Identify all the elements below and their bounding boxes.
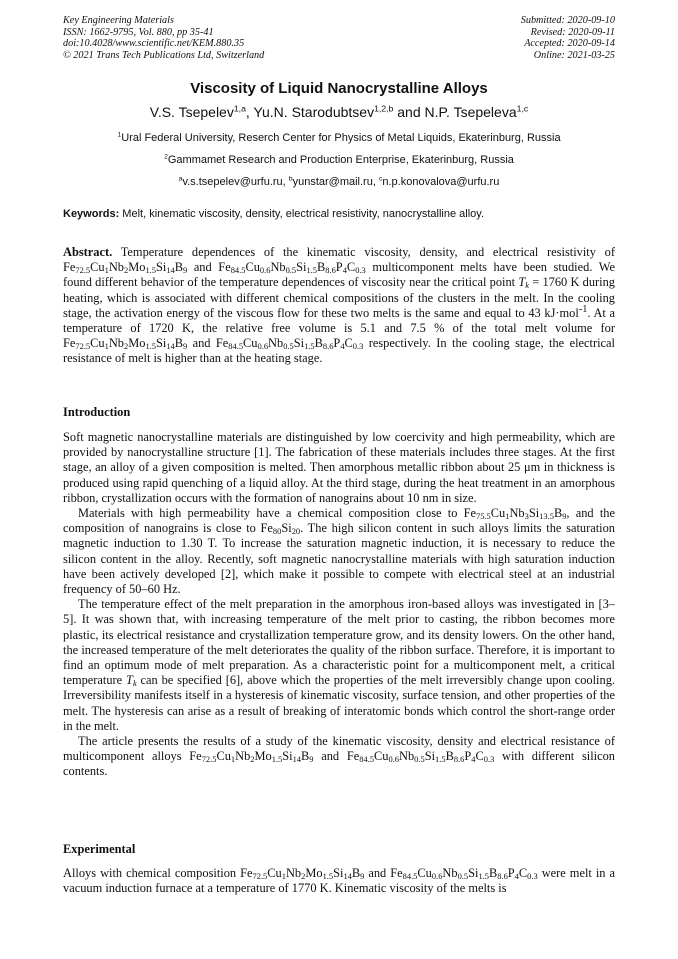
introduction-body	[63, 430, 615, 780]
paragraph: Soft magnetic nanocrystalline materials are distinguished by low coercivity and high permeability, which are provided by nanocrystalline structure [1]. The fabrication of these materials includes three stages. At the first stage, an alloy of a given composition is melted. Then amorphous metallic ribbon about 25 μm in thickness is produced using rapid quenching of a liquid alloy. At the third stage, during the heat treatment in an amorphous ribbon, crystallization occurs with the formation of nanograins about 10 nm in size.	[63, 430, 615, 505]
paragraph: Materials with high permeability have a chemical composition close to $Fe_{75.5}Cu_1Nb_3Si_{13.5}B_9$, and the composition of nanograins is close to $Fe_{80}Si_{20}$. The high silicon content in such alloys limits the saturation magnetic induction to 1.30 T. To increase the saturation magnetic induction, it is necessary to reduce the silicon content in the alloy. Recently, soft magnetic nanocrystalline materials with high saturation induction have been actively developed [2], which make it possible to compete with electrical steel at an industrial frequency of 50–60 Hz.	[63, 506, 615, 597]
journal-name: Key Engineering Materials	[63, 15, 174, 26]
abstract	[63, 245, 615, 367]
affiliation-text: Ural Federal University, Reserch Center for Physics of Metal Liquids, Ekaterinburg, Russia	[121, 132, 561, 144]
paragraph: Alloys with chemical composition $Fe_{72.5}Cu_1Nb_2Mo_{1.5}Si_{14}B_9$ and $Fe_{84.5}Cu_{0.6}Nb_{0.5}Si_{1.5}B_{8.6}P_4C_{0.3}$ were melt in a vacuum induction furnace at a temperature of 1770 K. Kinematic viscosity of the melts is	[63, 866, 616, 896]
email-separator: ,	[282, 176, 289, 188]
author-affiliation-mark: 1,2,b	[374, 103, 394, 114]
experimental-heading: Experimental	[63, 842, 136, 856]
email-list	[0, 176, 678, 188]
email-link[interactable]: yunstar@mail.ru	[292, 176, 373, 188]
revised-date: Revised: 2020-09-11	[530, 26, 615, 38]
keywords	[63, 208, 615, 220]
keywords-text: Melt, kinematic viscosity, density, electrical resistivity, nanocrystalline alloy.	[119, 208, 484, 220]
author-name: V.S. Tsepelev	[149, 104, 234, 120]
email-link[interactable]: v.s.tsepelev@urfu.ru	[182, 176, 283, 188]
paragraph: The temperature effect of the melt preparation in the amorphous iron-based alloys was investigated in [3–5]. It was shown that, with increasing temperature of the melt prior to casting, the ribbon becomes more plastic, its electrical resistance and crystallization temperature grow, and its density lowers. On the other hand, the increased temperature of the melt deteriorates the quality of the ribbon surface. Therefore, it is important to find an optimum mode of melt preparation. As a characteristic point for a multicomponent melt, a critical temperature $T_k$ can be specified [6], above which the properties of the melt irreversibly change upon cooling. Irreversibility manifests itself in a hysteresis of kinematic viscosity, surface tension, and other properties of the melt. The hysteresis can arise as a result of breaking of interatomic bonds which control the short-range order in the melt.	[63, 597, 615, 733]
submitted-date: Submitted: 2020-09-10	[520, 15, 615, 26]
author-separator: ,	[245, 104, 254, 120]
author-affiliation-mark: 1,a	[233, 103, 246, 114]
accepted-date: Accepted: 2020-09-14	[524, 38, 615, 50]
email-mark: b	[288, 175, 293, 183]
affiliation-mark: 2	[164, 153, 168, 161]
doi-line: doi:10.4028/www.scientific.net/KEM.880.35	[63, 38, 245, 50]
affiliation-mark: 1	[117, 131, 122, 139]
paragraph: The article presents the results of a study of the kinematic viscosity, density and electrical resistance of multicomponent alloys $Fe_{72.5}Cu_1Nb_2Mo_{1.5}Si_{14}B_9$ and $Fe_{84.5}Cu_{0.6}Nb_{0.5}Si_{1.5}B_{8.6}P_4C_{0.3}$ with different silicon contents.	[63, 734, 616, 779]
introduction-heading: Introduction	[63, 405, 131, 419]
abstract-text: Temperature dependences of the kinematic viscosity, density, and electrical resistivity of $Fe_{72.5}Cu_1Nb_2Mo_{1.5}Si_{14}B_9$ and $Fe_{84.5}Cu_{0.6}Nb_{0.5}Si_{1.5}B_{8.6}P_4C_{0.3}$ multicomponent melts have been studied. We found different behavior of the temperature dependences of viscosity near the critical point $T_k = 1760$ K during heating, which is associated with different chemical compositions of the clusters in the melt. In the cooling stage, the activation energy of the viscous flow for these two melts is the same and equal to 43 kJ·mol$^{-1}$. At a temperature of 1720 K, the relative free volume is 5.1 and 7.5 % of the total melt volume for $Fe_{72.5}Cu_1Nb_2Mo_{1.5}Si_{14}B_9$ and $Fe_{84.5}Cu_{0.6}Nb_{0.5}Si_{1.5}B_{8.6}P_4C_{0.3}$ respectively. In the cooling stage, the electrical resistance of melt is higher than at the heating stage.	[63, 245, 615, 366]
email-link[interactable]: n.p.konovalova@urfu.ru	[382, 176, 500, 188]
journal-info	[63, 15, 363, 61]
affiliation-1	[0, 132, 678, 144]
affiliation-text: Gammamet Research and Production Enterprise, Ekaterinburg, Russia	[167, 154, 514, 166]
abstract-label: Abstract.	[63, 245, 113, 259]
experimental-body	[63, 866, 615, 896]
copyright-line: © 2021 Trans Tech Publications Ltd, Switzerland	[63, 49, 265, 61]
issn-line: ISSN: 1662-9795, Vol. 880, pp 35-41	[63, 26, 214, 38]
author-separator: and	[393, 104, 425, 120]
email-mark: c	[378, 175, 383, 183]
affiliation-2	[0, 154, 678, 166]
author-list	[0, 104, 678, 120]
author-name: N.P. Tsepeleva	[424, 104, 517, 120]
keywords-label: Keywords:	[63, 208, 120, 220]
submission-dates	[415, 15, 615, 61]
paper-title: Viscosity of Liquid Nanocrystalline Alloys	[190, 80, 488, 97]
online-date: Online: 2021-03-25	[533, 49, 615, 61]
email-mark: a	[178, 175, 183, 183]
author-affiliation-mark: 1,c	[516, 103, 529, 114]
author-name: Yu.N. Starodubtsev	[253, 104, 375, 120]
email-separator: ,	[372, 176, 379, 188]
